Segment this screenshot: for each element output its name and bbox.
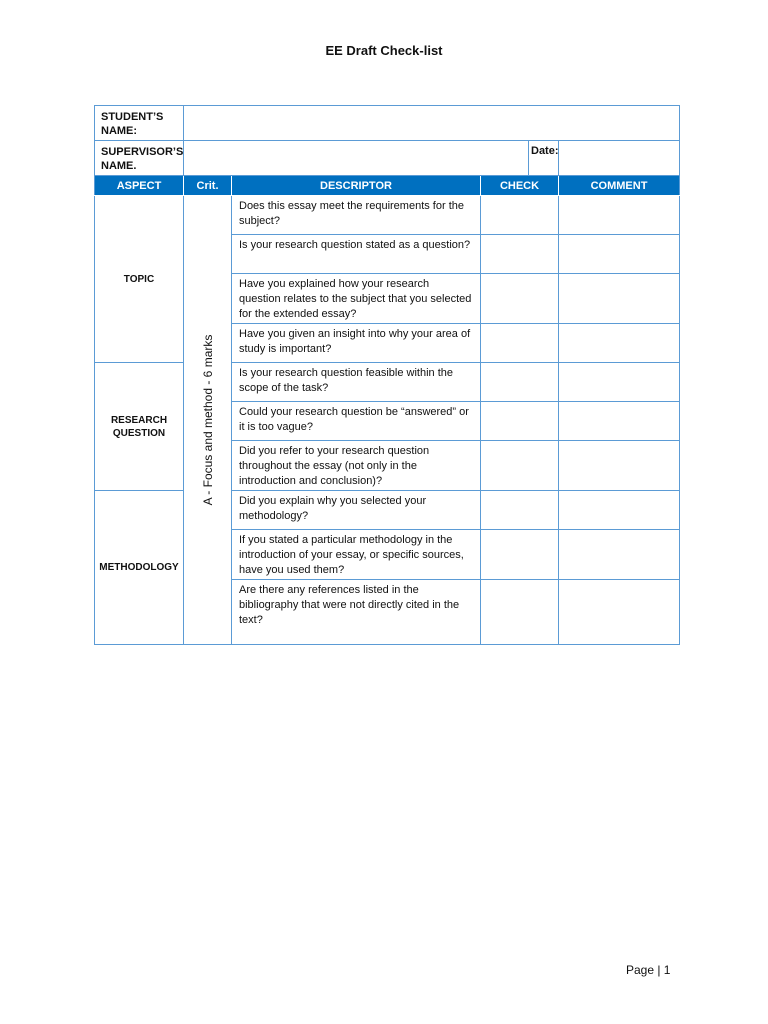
crit-header: Crit. <box>184 176 232 196</box>
comment-cell[interactable] <box>559 491 680 530</box>
check-cell[interactable] <box>481 402 559 441</box>
check-cell[interactable] <box>481 530 559 580</box>
comment-cell[interactable] <box>559 363 680 402</box>
descriptor-cell: Did you explain why you selected your methodology? <box>232 491 481 530</box>
check-cell[interactable] <box>481 196 559 235</box>
descriptor-cell: Have you given an insight into why your area of study is important? <box>232 324 481 363</box>
comment-cell[interactable] <box>559 274 680 324</box>
descriptor-cell: Have you explained how your research question relates to the subject that you selected for the extended essay? <box>232 274 481 324</box>
comment-cell[interactable] <box>559 235 680 274</box>
page-number: Page | 1 <box>626 963 671 977</box>
descriptor-cell: Is your research question stated as a question? <box>232 235 481 274</box>
descriptor-header: DESCRIPTOR <box>232 176 481 196</box>
descriptor-cell: Is your research question feasible within the scope of the task? <box>232 363 481 402</box>
check-cell[interactable] <box>481 580 559 645</box>
comment-cell[interactable] <box>559 580 680 645</box>
descriptor-cell: Did you refer to your research question throughout the essay (not only in the introduction and conclusion)? <box>232 441 481 491</box>
check-cell[interactable] <box>481 363 559 402</box>
check-cell[interactable] <box>481 441 559 491</box>
criterion-label: A - Focus and method - 6 marks <box>200 334 215 506</box>
comment-cell[interactable] <box>559 530 680 580</box>
check-cell[interactable] <box>481 235 559 274</box>
supervisor-name-field[interactable] <box>184 141 529 176</box>
supervisor-row <box>95 141 680 176</box>
supervisor-name-label: SUPERVISOR’S NAME. <box>95 141 184 176</box>
student-name-label: STUDENT’S NAME: <box>95 106 184 141</box>
aspect-topic: TOPIC <box>95 196 184 363</box>
table-row <box>95 491 680 530</box>
descriptor-cell: If you stated a particular methodology in the introduction of your essay, or specific sources, have you used them? <box>232 530 481 580</box>
student-row <box>95 106 680 141</box>
aspect-methodology: METHODOLOGY <box>95 491 184 645</box>
table-row <box>95 196 680 235</box>
descriptor-cell: Does this essay meet the requirements for the subject? <box>232 196 481 235</box>
comment-cell[interactable] <box>559 324 680 363</box>
aspect-header: ASPECT <box>95 176 184 196</box>
checklist-table <box>94 105 680 645</box>
document-title: EE Draft Check-list <box>325 43 443 58</box>
table-row <box>95 363 680 402</box>
check-cell[interactable] <box>481 324 559 363</box>
date-label: Date: <box>529 141 559 176</box>
comment-header: COMMENT <box>559 176 680 196</box>
criterion-cell <box>184 196 232 645</box>
comment-cell[interactable] <box>559 441 680 491</box>
date-field[interactable] <box>559 141 680 176</box>
comment-cell[interactable] <box>559 196 680 235</box>
comment-cell[interactable] <box>559 402 680 441</box>
check-header: CHECK <box>481 176 559 196</box>
descriptor-cell: Are there any references listed in the bibliography that were not directly cited in the text? <box>232 580 481 645</box>
check-cell[interactable] <box>481 274 559 324</box>
check-cell[interactable] <box>481 491 559 530</box>
descriptor-cell: Could your research question be “answered” or it is too vague? <box>232 402 481 441</box>
student-name-field[interactable] <box>184 106 680 141</box>
aspect-research-question: RESEARCH QUESTION <box>95 363 184 491</box>
table-header <box>95 176 680 196</box>
